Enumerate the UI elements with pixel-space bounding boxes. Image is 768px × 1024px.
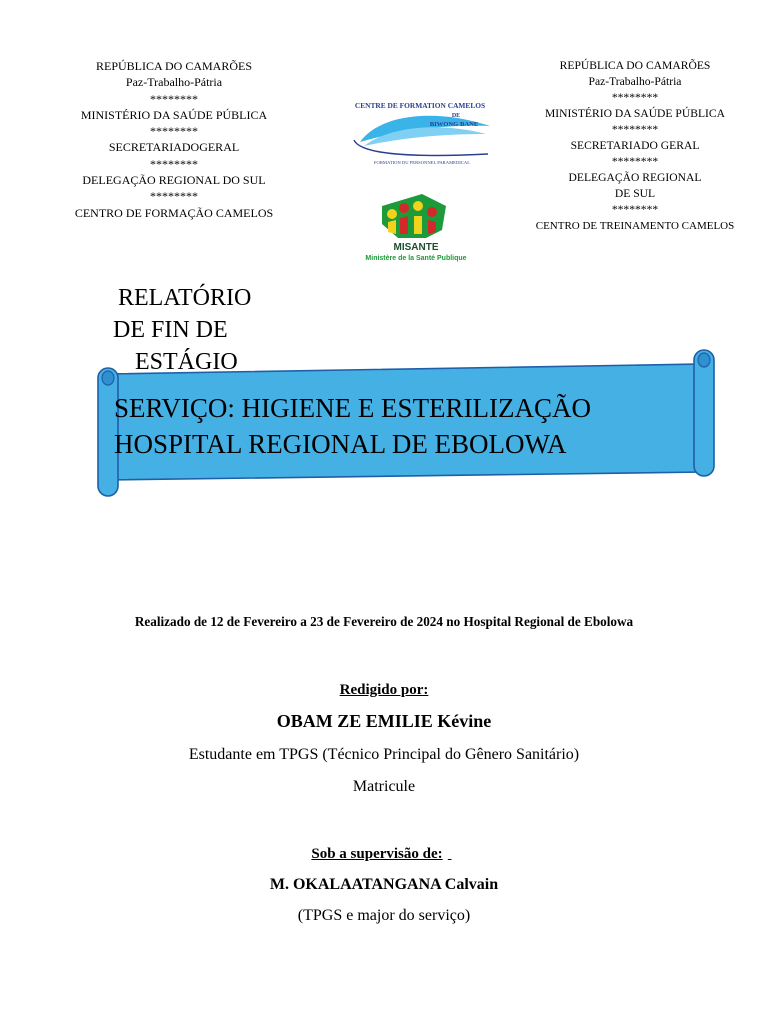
header-right-secretariat: SECRETARIADO GERAL bbox=[570, 139, 700, 152]
logo-line-2: DE bbox=[451, 113, 461, 119]
header-left-secretariat: SECRETARIADOGERAL bbox=[108, 140, 240, 155]
person-icon bbox=[400, 216, 408, 234]
supervisor-role: (TPGS e major do serviço) bbox=[297, 907, 471, 924]
supervisor-name: M. OKALAATANGANA Calvain bbox=[269, 876, 499, 893]
header-right-separator: ******** bbox=[611, 203, 659, 216]
header-right-delegation: DELEGAÇÃO REGIONAL DE SUL bbox=[568, 171, 702, 200]
banner-roll-end bbox=[698, 353, 710, 367]
misante-name: MISANTE bbox=[393, 242, 439, 253]
header-left-ministry: MINISTÉRIO DA SAÚDE PÚBLICA bbox=[80, 107, 268, 122]
training-center-logo bbox=[340, 96, 496, 168]
person-icon bbox=[413, 201, 423, 211]
person-icon bbox=[414, 216, 422, 234]
header-right-motto: Paz-Trabalho-Pátria bbox=[588, 75, 682, 88]
person-icon bbox=[427, 207, 437, 217]
written-by-label: Redigido por: bbox=[339, 682, 429, 698]
header-left-republic: REPÚBLICA DO CAMARÕES bbox=[95, 59, 253, 73]
header-left-center: CENTRO DE FORMAÇÃO CAMELOS bbox=[74, 205, 274, 220]
header-right bbox=[528, 58, 742, 234]
misante-subtitle: Ministère de la Santé Publique bbox=[365, 255, 467, 262]
banner-right-roll bbox=[694, 350, 714, 476]
person-icon bbox=[399, 203, 409, 213]
header-right-republic: REPÚBLICA DO CAMARÕES bbox=[559, 59, 711, 72]
header-left-separator: ******** bbox=[150, 124, 198, 139]
internship-period: Realizado de 12 de Fevereiro a 23 de Fevereiro de 2024 no Hospital Regional de Ebolowa bbox=[134, 614, 634, 629]
person-icon bbox=[428, 220, 436, 234]
header-left bbox=[60, 58, 288, 221]
logo-line-1: CENTRE DE FORMATION CAMELOS bbox=[354, 101, 486, 110]
header-right-separator: ******** bbox=[611, 123, 659, 136]
hospital-line: HOSPITAL REGIONAL DE EBOLOWA bbox=[114, 429, 567, 459]
header-left-delegation: DELEGAÇÃO REGIONAL DO SUL bbox=[82, 173, 266, 188]
header-right-separator: ******** bbox=[611, 91, 659, 104]
header-left-separator: ******** bbox=[150, 189, 198, 204]
author-role: Estudante em TPGS (Técnico Principal do Gênero Sanitário) bbox=[188, 746, 580, 763]
header-left-separator: ******** bbox=[150, 156, 198, 171]
header-right-separator: ******** bbox=[611, 155, 659, 168]
written-by-block bbox=[0, 681, 768, 699]
header-right-center: CENTRO DE TREINAMENTO CAMELOS bbox=[535, 220, 735, 232]
banner-text bbox=[114, 390, 591, 462]
supervision-block bbox=[0, 845, 768, 863]
matricule: Matricule bbox=[352, 778, 416, 795]
report-title-line-2: DE FIN DE bbox=[113, 317, 228, 343]
header-left-motto: Paz-Trabalho-Pátria bbox=[125, 75, 223, 90]
report-title-line-3: ESTÁGIO bbox=[135, 349, 238, 375]
ministry-logo bbox=[338, 188, 492, 264]
author-name: OBAM ZE EMILIE Kévine bbox=[276, 711, 492, 731]
person-icon bbox=[388, 220, 396, 234]
service-line: SERVIÇO: HIGIENE E ESTERILIZAÇÃO bbox=[114, 393, 592, 423]
header-left-separator: ******** bbox=[150, 91, 198, 106]
header-right-ministry: MINISTÉRIO DA SAÚDE PÚBLICA bbox=[544, 107, 726, 120]
logo-line-3: BIWONG BANE bbox=[429, 121, 479, 128]
person-icon bbox=[387, 209, 397, 219]
report-title-line-1: RELATÓRIO bbox=[118, 285, 252, 311]
underline-filler bbox=[443, 846, 457, 863]
logo-curve-text: FORMATION DU PERSONNEL PARAMEDICAL bbox=[373, 160, 471, 165]
supervision-label: Sob a supervisão de: bbox=[311, 846, 443, 862]
banner-roll-end bbox=[102, 371, 114, 385]
